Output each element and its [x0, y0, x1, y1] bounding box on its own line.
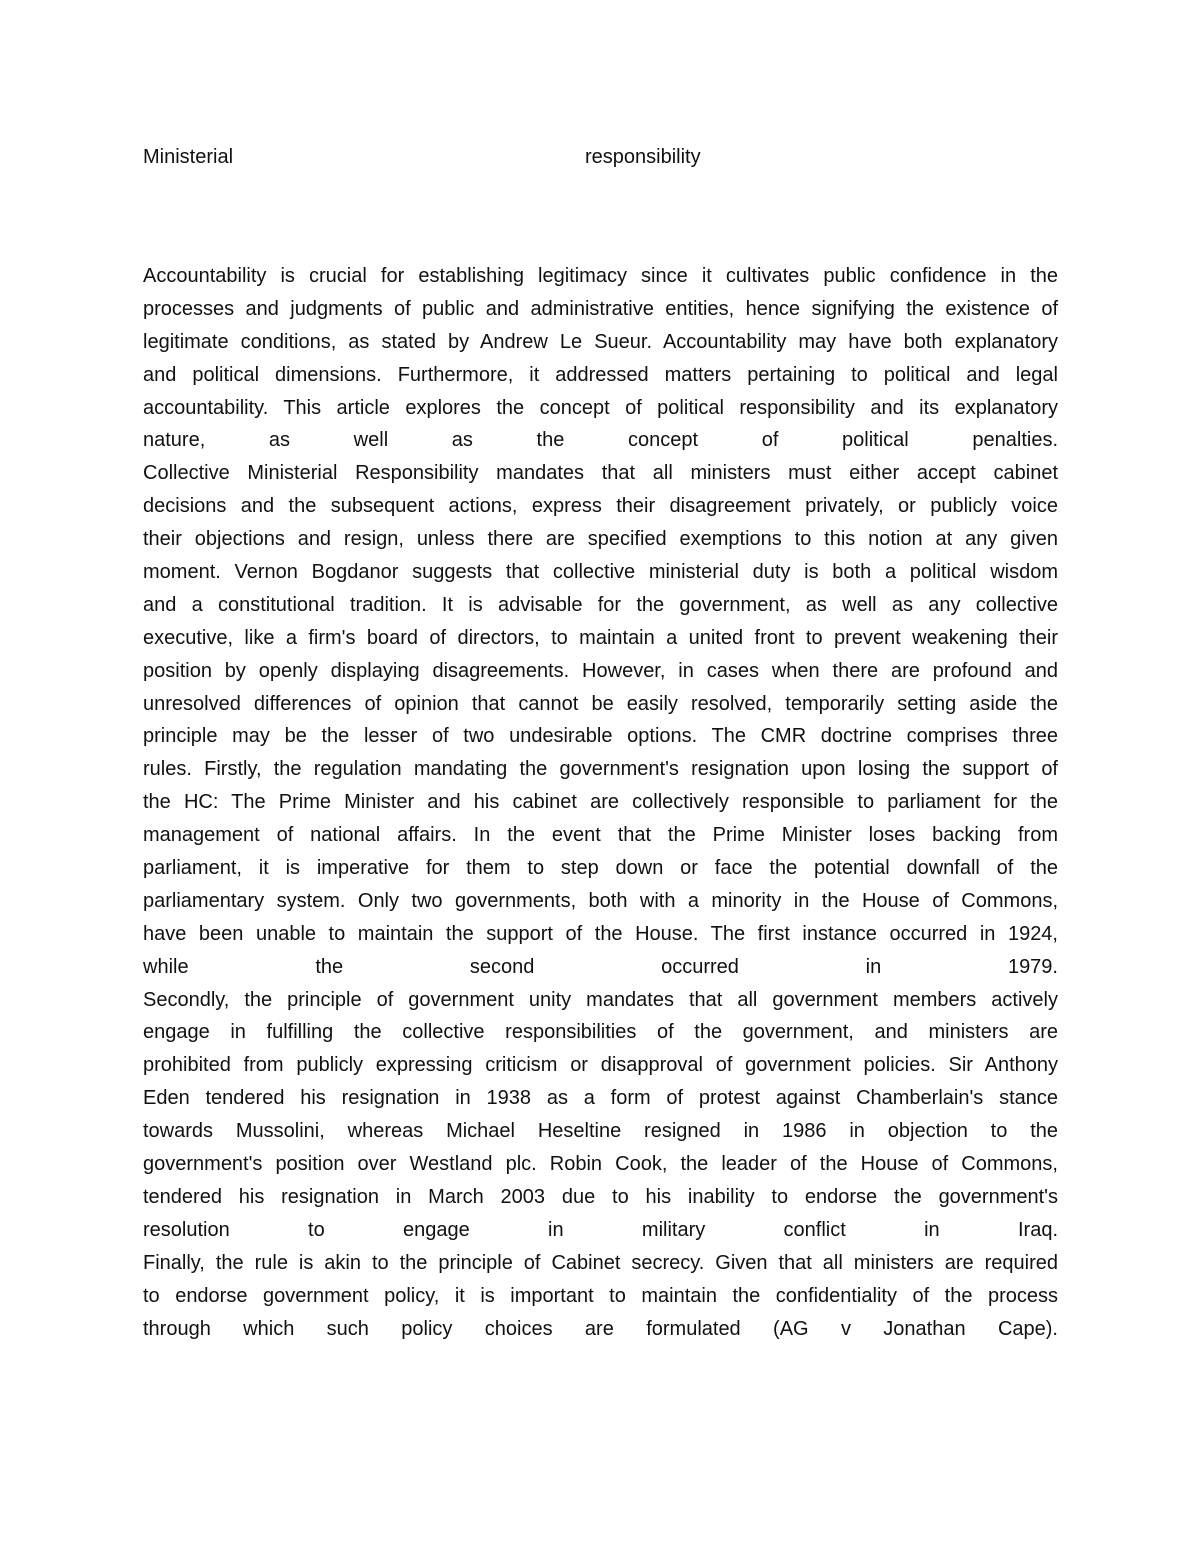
title-word-right: responsibility [585, 146, 701, 168]
text-line: Collective Ministerial Responsibility mandates that all ministers must either accept cabinet [143, 462, 1058, 485]
document-title [143, 143, 1058, 171]
text-line: executive, like a firm's board of directors, to maintain a united front to prevent weakening their [143, 626, 1058, 649]
title-word-left: Ministerial [143, 146, 234, 168]
text-line: Accountability is crucial for establishing legitimacy since it cultivates public confidence in the [143, 265, 1058, 287]
text-line: towards Mussolini, whereas Michael Heseltine resigned in 1986 in objection to the [143, 1120, 1058, 1143]
text-line: government's position over Westland plc. Robin Cook, the leader of the House of Commons, [143, 1153, 1058, 1176]
document-body [143, 260, 1058, 1345]
text-line: through which such policy choices are formulated (AG v Jonathan Cape). [143, 1317, 1058, 1340]
text-line: decisions and the subsequent actions, express their disagreement privately, or publicly voice [143, 495, 1058, 518]
text-line: accountability. This article explores the concept of political responsibility and its explanatory [143, 396, 1058, 419]
text-line: principle may be the lesser of two undesirable options. The CMR doctrine comprises three [143, 725, 1058, 748]
text-line: while the second occurred in 1979. [143, 955, 1058, 978]
text-line: resolution to engage in military conflict in Iraq. [143, 1218, 1058, 1241]
text-line: management of national affairs. In the event that the Prime Minister loses backing from [143, 824, 1058, 847]
text-line: Eden tendered his resignation in 1938 as a form of protest against Chamberlain's stance [143, 1087, 1058, 1110]
text-line: rules. Firstly, the regulation mandating the government's resignation upon losing the support of [143, 758, 1058, 781]
text-line: parliament, it is imperative for them to step down or face the potential downfall of the [143, 857, 1058, 880]
text-line: legitimate conditions, as stated by Andrew Le Sueur. Accountability may have both explanatory [143, 330, 1058, 353]
text-line: moment. Vernon Bogdanor suggests that collective ministerial duty is both a political wisdom [143, 561, 1058, 584]
text-line: engage in fulfilling the collective responsibilities of the government, and ministers are [143, 1021, 1058, 1044]
text-line: Secondly, the principle of government unity mandates that all government members actively [143, 988, 1058, 1011]
text-line: their objections and resign, unless there are specified exemptions to this notion at any given [143, 528, 1058, 551]
text-line: tendered his resignation in March 2003 due to his inability to endorse the government's [143, 1185, 1058, 1208]
text-line: and a constitutional tradition. It is advisable for the government, as well as any collective [143, 593, 1058, 616]
text-line: prohibited from publicly expressing criticism or disapproval of government policies. Sir Anthony [143, 1054, 1058, 1077]
text-line: Finally, the rule is akin to the principle of Cabinet secrecy. Given that all ministers are required [143, 1251, 1058, 1274]
text-line: processes and judgments of public and administrative entities, hence signifying the existence of [143, 297, 1058, 320]
text-line: parliamentary system. Only two governments, both with a minority in the House of Commons, [143, 889, 1058, 912]
text-line: the HC: The Prime Minister and his cabinet are collectively responsible to parliament for the [143, 791, 1058, 814]
text-line: nature, as well as the concept of political penalties. [143, 429, 1058, 452]
text-line: have been unable to maintain the support of the House. The first instance occurred in 1924, [143, 922, 1058, 945]
text-line: position by openly displaying disagreements. However, in cases when there are profound and [143, 659, 1058, 682]
text-line: unresolved differences of opinion that cannot be easily resolved, temporarily setting aside the [143, 692, 1058, 715]
text-line: and political dimensions. Furthermore, it addressed matters pertaining to political and legal [143, 363, 1058, 386]
text-line: to endorse government policy, it is important to maintain the confidentiality of the process [143, 1284, 1058, 1307]
